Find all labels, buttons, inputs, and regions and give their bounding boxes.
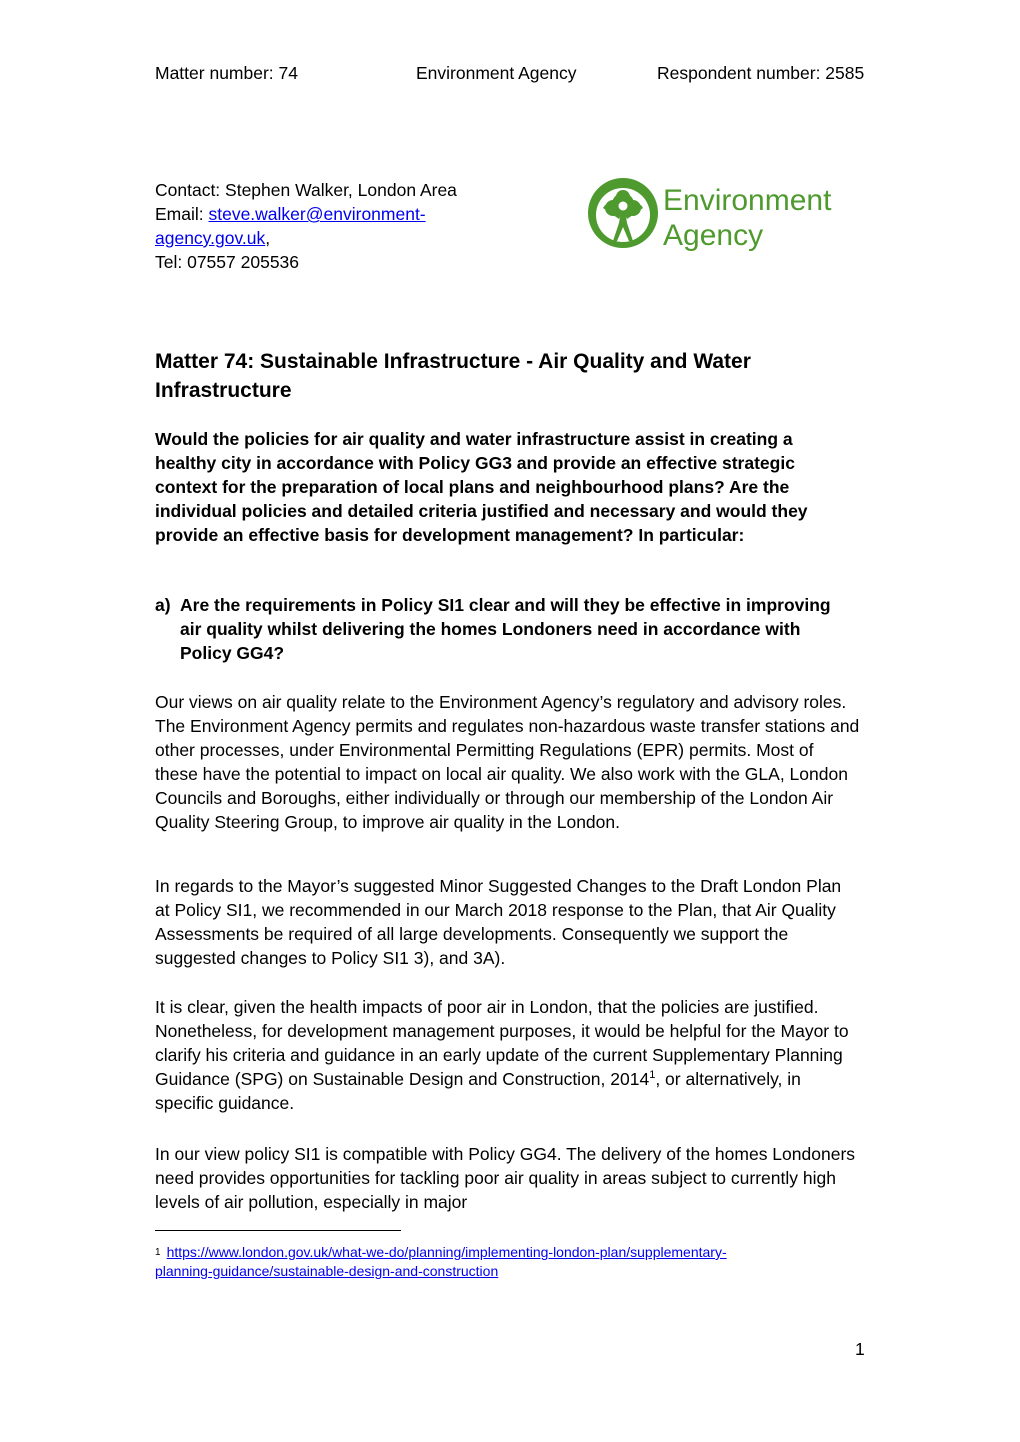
header-respondent-number: Respondent number: 2585 — [657, 63, 865, 83]
paragraph-1: Our views on air quality relate to the Environment Agency’s regulatory and advisory roles. The Environment Agency permits and regulates non-hazardous waste transfer stations and other processes, under Environmental Permitting Regulations (EPR) permits. Most of these have the potential to impact on local air quality. We also work with the GLA, London Councils and Boroughs, either individually or through our membership of the London Air Quality Steering Group, to improve air quality in the London. — [155, 692, 860, 832]
footnote — [155, 1243, 860, 1281]
footnote-link-continued[interactable]: planning-guidance/sustainable-design-and-construction — [155, 1263, 499, 1279]
contact-email-line-2 — [155, 226, 457, 250]
footnote-reference: 1 — [649, 1069, 656, 1082]
sub-question-text: Are the requirements in Policy SI1 clear and will they be effective in improving air quality whilst delivering the homes Londoners need in accordance with Policy GG4? — [180, 595, 831, 663]
environment-agency-logo — [585, 175, 845, 255]
page-title: Matter 74: Sustainable Infrastructure - Air Quality and Water Infrastructure — [155, 350, 751, 402]
contact-block — [155, 178, 457, 274]
paragraph-2: In regards to the Mayor’s suggested Minor Suggested Changes to the Draft London Plan at Policy SI1, we recommended in our March 2018 response to the Plan, that Air Quality Assessments be required of all large developments. Consequently we support the suggested changes to Policy SI1 3), and 3A). — [155, 876, 842, 968]
email-label: Email: — [155, 204, 209, 224]
paragraph-3-text-end: , or alternatively, in specific guidance. — [155, 1069, 801, 1113]
contact-tel: Tel: 07557 205536 — [155, 252, 300, 272]
footnote-divider — [155, 1230, 401, 1231]
footnote-number: 1 — [155, 1247, 161, 1258]
contact-name: Contact: Stephen Walker, London Area — [155, 180, 457, 200]
email-link-continued[interactable]: agency.gov.uk — [155, 228, 266, 248]
paragraph-4: In our view policy SI1 is compatible with Policy GG4. The delivery of the homes Londoners need provides opportunities for tackling poor air quality in areas subject to currently high levels of air pollution, especially in major — [155, 1144, 856, 1212]
logo-text-line2: Agency — [663, 219, 764, 252]
header-matter-number: Matter number: 74 — [155, 63, 298, 83]
email-link[interactable]: steve.walker@environment- — [208, 204, 426, 224]
email-suffix: , — [265, 228, 271, 248]
logo-text-line1: Environment — [663, 184, 832, 217]
tree-figure-icon — [585, 175, 845, 255]
matter-question: Would the policies for air quality and water infrastructure assist in creating a healthy city in accordance with Policy GG3 and provide an effective strategic context for the preparation of local plans and neighbourhood plans? Are the individual policies and detailed criteria justified and necessary and would they provide an effective basis for development management? In particular: — [155, 429, 808, 545]
paragraph-3-text: It is clear, given the health impacts of poor air in London, that the policies are justified. Nonetheless, for development management purposes, it would be helpful for the Mayor to clarify his criteria and guidance in an early update of the current Supplementary Planning Guidance (SPG) on Sustainable Design and Construction, 2014 — [155, 997, 849, 1089]
contact-email-line — [155, 202, 457, 226]
page-number: 1 — [855, 1339, 865, 1359]
paragraph-3 — [155, 995, 860, 1115]
footnote-link[interactable]: https://www.london.gov.uk/what-we-do/planning/implementing-london-plan/supplementary- — [166, 1244, 727, 1260]
sub-question-a — [155, 593, 855, 665]
header-agency: Environment Agency — [416, 63, 577, 83]
sub-question-marker: a) — [155, 595, 171, 615]
